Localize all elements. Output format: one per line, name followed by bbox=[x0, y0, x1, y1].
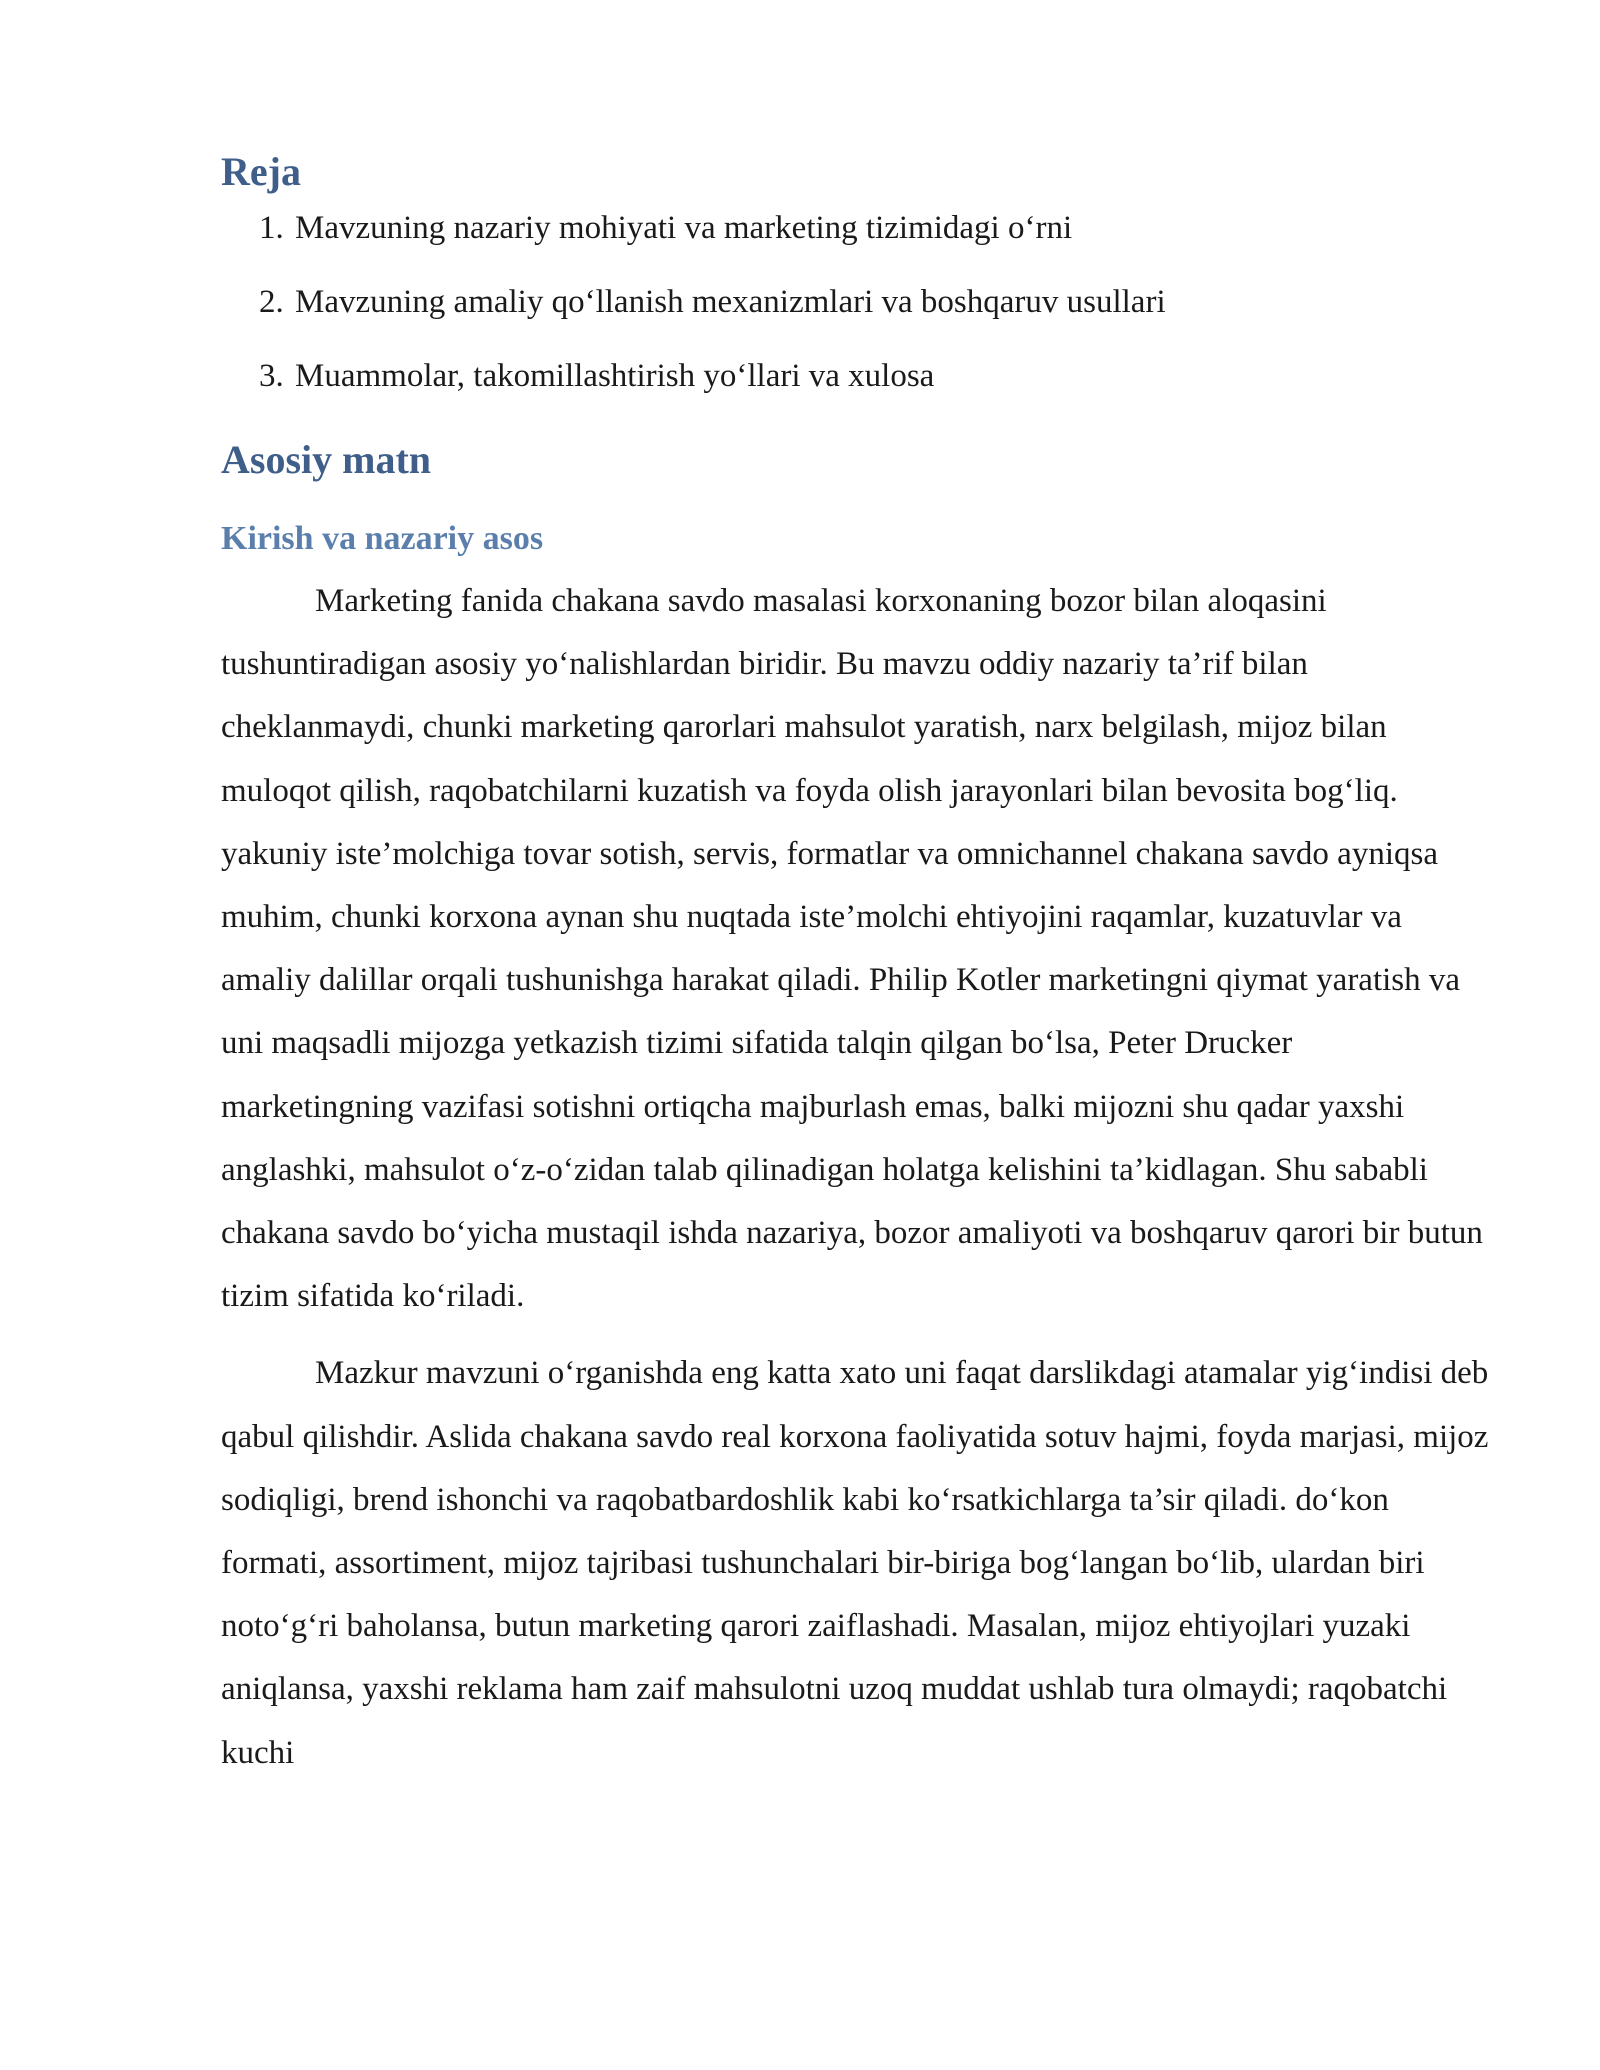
plan-item-number: 3. bbox=[259, 358, 284, 394]
heading-kirish: Kirish va nazariy asos bbox=[221, 520, 544, 557]
plan-item bbox=[259, 356, 1491, 396]
plan-item-text: Mavzuning nazariy mohiyati va marketing tizimidagi o‘rni bbox=[295, 210, 1073, 246]
plan-item-text: Mavzuning amaliy qo‘llanish mexanizmlari va boshqaruv usullari bbox=[295, 284, 1166, 320]
body-paragraph: Marketing fanida chakana savdo masalasi korxonaning bozor bilan aloqasini tushuntiradigan asosiy yo‘nalishlardan biridir. Bu mavzu oddiy nazariy ta’rif bilan cheklanmaydi, chunki marketing qarorlari mahsulot yaratish, narx belgilash, mijoz bilan muloqot qilish, raqobatchilarni kuzatish va foyda olish jarayonlari bilan bevosita bog‘liq. yakuniy iste’molchiga tovar sotish, servis, formatlar va omnichannel chakana savdo ayniqsa muhim, chunki korxona aynan shu nuqtada iste’molchi ehtiyojini raqamlar, kuzatuvlar va amaliy dalillar orqali tushunishga harakat qiladi. Philip Kotler marketingni qiymat yaratish va uni maqsadli mijozga yetkazish tizimi sifatida talqin qilgan bo‘lsa, Peter Drucker marketingning vazifasi sotishni ortiqcha majburlash emas, balki mijozni shu qadar yaxshi anglashki, mahsulot o‘z-o‘zidan talab qilinadigan holatga kelishini ta’kidlagan. Shu sababli chakana savdo bo‘yicha mustaqil ishda nazariya, bozor amaliyoti va boshqaruv qarori bir butun tizim sifatida ko‘riladi. bbox=[221, 583, 1483, 1315]
body-paragraph: Mazkur mavzuni o‘rganishda eng katta xato uni faqat darslikdagi atamalar yig‘indisi deb qabul qilishdir. Aslida chakana savdo real korxona faoliyatida sotuv hajmi, foyda marjasi, mijoz sodiqligi, brend ishonchi va raqobatbardoshlik kabi ko‘rsatkichlarga ta’sir qiladi. do‘kon formati, assortiment, mijoz tajribasi tushunchalari bir-biriga bog‘langan bo‘lib, ulardan biri noto‘g‘ri baholansa, butun marketing qarori zaiflashadi. Masalan, mijoz ehtiyojlari yuzaki aniqlansa, yaxshi reklama ham zaif mahsulotni uzoq muddat ushlab tura olmaydi; raqobatchi kuchi bbox=[221, 1355, 1489, 1771]
document-page bbox=[221, 140, 1491, 1785]
plan-item bbox=[259, 208, 1491, 248]
plan-item bbox=[259, 282, 1491, 322]
plan-item-number: 1. bbox=[259, 210, 284, 246]
plan-item-text: Muammolar, takomillashtirish yo‘llari va xulosa bbox=[295, 358, 935, 394]
plan-list bbox=[221, 208, 1491, 396]
heading-asosiy-matn: Asosiy matn bbox=[221, 437, 432, 482]
plan-item-number: 2. bbox=[259, 284, 284, 320]
heading-reja: Reja bbox=[221, 149, 301, 194]
